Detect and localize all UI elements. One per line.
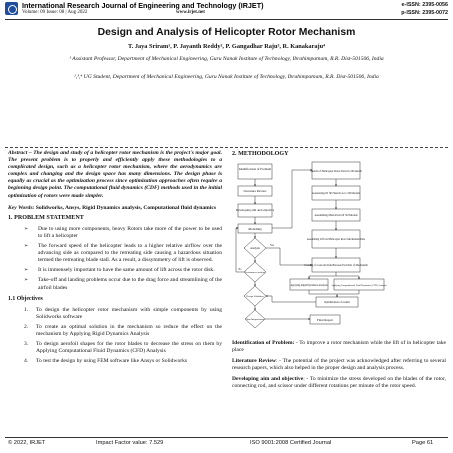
affiliation-2: ²,³,⁴ UG Student, Department of Mechanical Engineering, Guru Nanak Institute of Technology, Ibrahimpatnam, R.R. Dist-501506, India [74, 74, 379, 80]
footer-impact: Impact Factor value: 7.529 [96, 440, 164, 446]
bullet-item: ➢ The forward speed of the helicopter leads to a higher relative airflow over the advancing side as compared to the retreating side causing a hazardous situation termed the retreating blade stall. As a result, a dissymmetry of lift is observed. [8, 243, 222, 264]
fc-text-validation: Design Validation [246, 295, 264, 298]
keywords-label: Key Words: [8, 204, 35, 211]
fc-text-load: Creating of Load and Link Between Each Part of Mechanism [304, 264, 368, 267]
methodology-flowchart [232, 160, 447, 332]
ident-label: Identification of Problem: [232, 340, 295, 346]
section-divider [5, 147, 448, 148]
objectives-list [8, 307, 222, 366]
fc-text-3d: Generating Of 3D Sketch as to 3D Models [312, 192, 360, 195]
fc-text-final: Final Report [316, 318, 334, 322]
journal-volume: Volume: 09 Issue: 08 | Aug 2022 [22, 10, 88, 15]
lit-label: Literature Review [232, 358, 276, 365]
dev-paragraph [232, 376, 446, 390]
journal-title: International Research Journal of Engineering and Technology (IRJET) [22, 1, 264, 10]
subsection-objectives: 1.1 Objectives [8, 295, 43, 302]
right-column-text [232, 340, 446, 391]
fc-text-assemble-total: Assembling Of Total Helicopter Rotor Mechanism Parts [306, 238, 366, 241]
fc-text-aim: Developing aim and objective [235, 208, 275, 212]
fc-text-performance: Performance analysis [244, 271, 266, 274]
footer-copyright: © 2022, IRJET [8, 440, 46, 446]
fc-text-optimization: Optimization of results [324, 301, 350, 304]
abstract-label: Abstract [8, 150, 28, 156]
fc-text-assemble-main: Assembling Main Parts Of 3D Models [314, 214, 358, 217]
fc-text-cfd: Applying Computational Fluid Dynamics (CFD) Analysis [331, 284, 387, 287]
fc-text-data: Data Interpretation [245, 318, 265, 321]
fc-label-no: No [238, 268, 242, 271]
footer-page: Page 61 [412, 440, 434, 446]
keywords-text: Solidworks, Ansys, Rigid Dynamics analysis, Computational fluid dynamics [34, 204, 217, 211]
ident-text: - To improve a rotor mechanism while the lift of in helicopter take place [232, 340, 446, 354]
fc-text-modelling: Modelling [248, 227, 262, 231]
ident-paragraph [232, 340, 446, 354]
dev-label: Developing aim and objective [232, 376, 304, 383]
objective-item: 2. To create an optimal solution in the mechanism so reduce the effect on the mechanism by Applying Rigid Dynamics Analysis [24, 323, 222, 337]
fc-label-yes: Yes [270, 244, 274, 247]
journal-url[interactable]: www.irjet.net [176, 10, 205, 15]
abstract-text: – The design and study of a helicopter rotor mechanism is the project's major goal. The present problem is to properly and efficiently apply these methodologies to a complicated design, such as a helicopter rotor mechanism, where the aerodynamics are complex and changing and the design space has many dimensions. The design phase is equally as crucial as the optimization process since optimization approaches often require a beginning design point. The computational fluid dynamics (CDF) methods used in the initial optimization of rotors were made simpler. [8, 150, 222, 199]
paper-title: Design and Analysis of Helicopter Rotor Mechanism [97, 27, 356, 38]
issn-p: p-ISSN: 2395-0072 [401, 10, 448, 16]
keywords [8, 205, 222, 212]
footer-iso: ISO 9001:2008 Certified Journal [250, 440, 332, 446]
abstract [8, 150, 222, 200]
header-rule [5, 19, 448, 20]
fc-text-literature: Literature Review [243, 189, 267, 193]
fc-text-analysis: Analysis [250, 247, 260, 250]
dev-text: : - To minimize the stress developed on the blades of the rotor, connecting rod, and scissor under different rotations per minute of the rotor speed. [232, 376, 446, 390]
fc-text-rigid: Applying Rigid Dynamics Analysis [290, 284, 328, 287]
affiliation-1: ¹ Assistant Professor, Department of Mechanical Engineering, Guru Nanak Institute of Technology, Ibrahimpatnam, R.R. Dist-501506, India [69, 56, 384, 62]
bullet-item: ➢ Due to using more components, heavy Rotors take more of the power to be used to lift a helicopter [8, 226, 222, 240]
bullet-item: ➢ It is immensely important to have the same amount of lift across the rotor disk. [8, 267, 222, 274]
objective-item: 3. To design aerofoil shapes for the rotor blades to decrease the stress on them by Applying Computational Fluid Dynamics (CFD) Analysis [24, 341, 222, 355]
irjet-logo-icon [5, 2, 18, 15]
objective-item: 1. To design the helicopter rotor mechanism with simple components by using Solidworks software [24, 306, 222, 320]
problem-bullets [8, 226, 222, 292]
fc-text-identification: Identification of Problem [238, 167, 272, 171]
footer-rule [5, 437, 448, 438]
left-column [8, 150, 222, 368]
journal-header [0, 0, 453, 20]
paper-authors: T. Jaya Sriram¹, P. Jayanth Reddy², P. Gangadhar Raju³, R. Kanakaraju⁴ [127, 43, 325, 50]
fc-text-sketch: Sketch of Helicopter Rotor Parts in 2D sketch [310, 170, 362, 173]
lit-text: : - The potential of the project was acknowledged after referring to several research papers, which also helped in the proper design and analysis process. [232, 358, 446, 372]
issn-e: e-ISSN: 2395-0056 [401, 2, 448, 8]
section-problem-statement: 1. PROBLEM STATEMENT [8, 214, 84, 221]
lit-paragraph [232, 358, 446, 372]
bullet-item: ➢ Take-off and landing problems occur due to the drag force and streamlining of the airfoil blades [8, 277, 222, 291]
section-methodology: 2. METHODOLOGY [232, 151, 289, 157]
objective-item: 4. To test the design by using FEM software like Ansys or Solidworks [24, 358, 188, 365]
